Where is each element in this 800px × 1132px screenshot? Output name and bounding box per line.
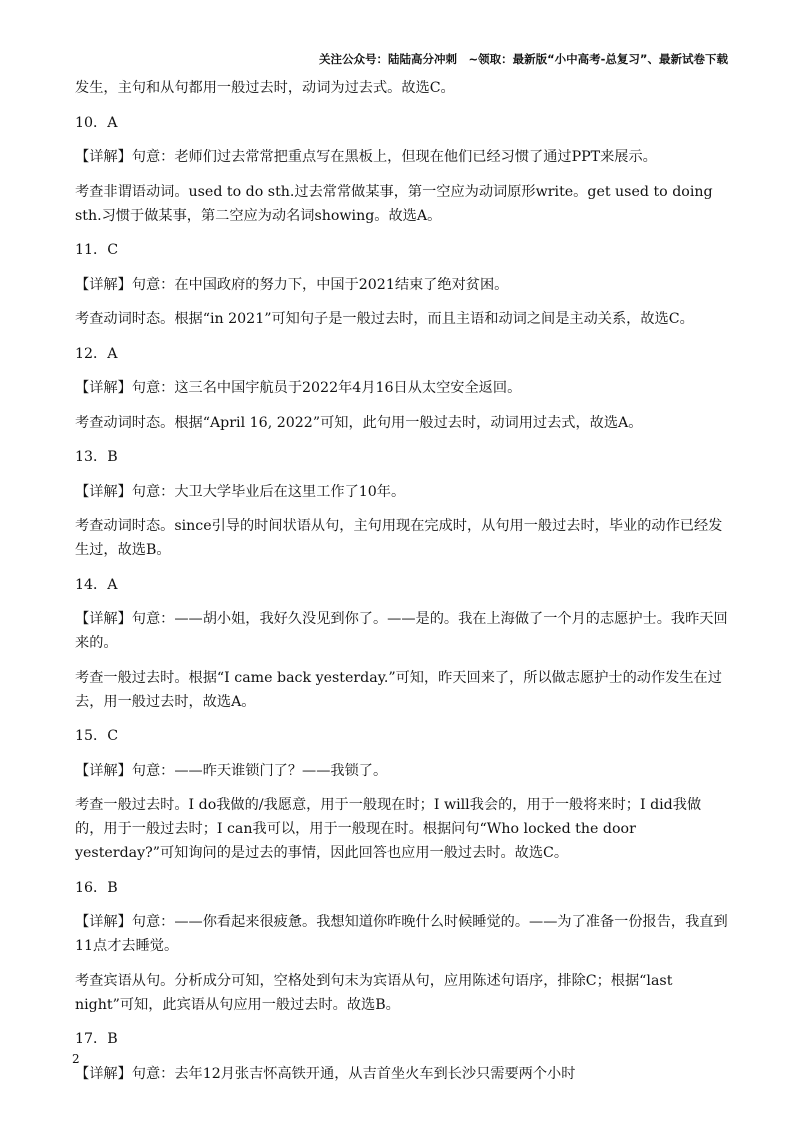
text-line: 【详解】句意：去年12月张吉怀高铁开通，从吉首坐火车到长沙只需要两个小时 [75,1065,576,1082]
text-line: 【详解】句意：这三名中国宇航员于2022年4月16日从太空安全返回。 [75,380,522,396]
text-line: 【详解】句意：老师们过去常常把重点写在黑板上，但现在他们已经习惯了通过PPT来展示。 [75,149,657,165]
question-number: 11．C [75,242,119,258]
page-number: 2 [72,1052,80,1066]
question-number: 13．B [75,449,118,465]
text-line: 【详解】句意：大卫大学毕业后在这里工作了10年。 [75,483,406,500]
text-line: 考查动词时态。根据“in 2021”可知句子是一般过去时，而且主语和动词之间是主动关系，故选C。 [75,311,694,327]
question-number: 10．A [75,114,118,131]
text-line: 【详解】句意：——胡小姐，我好久没见到你了。——是的。我在上海做了一个月的志愿护士。我昨天回来的。 [75,611,728,651]
text-line: 考查一般过去时。I do我做的/我愿意，用于一般现在时；I will我会的，用于一般将来时；I did我做的，用于一般过去时；I can我可以，用于一般现在时。根据问句“Who locked the door yesterday?”可知询问的是过去的事情，因此回答也应用一般过去时。故选C。 [75,797,702,861]
text-line: 考查非谓语动词。used to do sth.过去常常做某事，第一空应为动词原形write。get used to doing sth.习惯于做某事，第二空应为动名词showing。故选A。 [75,183,713,224]
text-line: 考查宾语从句。分析成分可知，空格处到句末为宾语从句，应用陈述句语序，排除C；根据“last night”可知，此宾语从句应用一般过去时。故选B。 [75,972,673,1013]
text-line: 【详解】句意：——你看起来很疲惫。我想知道你昨晚什么时候睡觉的。——为了准备一份报告，我直到11点才去睡觉。 [75,914,728,954]
text-line: 【详解】句意：在中国政府的努力下，中国于2021结束了绝对贫困。 [75,276,509,293]
question-number: 16．B [75,879,118,896]
question-number: 15．C [75,728,119,744]
text-line: 考查一般过去时。根据“I came back yesterday.”可知，昨天回来了，所以做志愿护士的动作发生在过去，用一般过去时，故选A。 [75,669,722,710]
question-number: 17．B [75,1031,118,1047]
document-body [75,76,729,1096]
text-line: 考查动词时态。since引导的时间状语从句，主句用现在完成时，从句用一般过去时，毕业的动作已经发生过，故选B。 [75,518,723,558]
question-number: 12．A [75,345,118,362]
text-line: 【详解】句意：——昨天谁锁门了？——我锁了。 [75,762,388,779]
text-line: 考查动词时态。根据“April 16, 2022”可知，此句用一般过去时，动词用过去式，故选A。 [75,414,643,431]
page-header: 关注公众号：陆陆高分冲刺 ~领取：最新版“小中高考-总复习”、最新试卷下载 [318,52,728,66]
question-number: 14．A [75,576,118,593]
text-line: 发生，主句和从句都用一般过去时，动词为过去式。故选C。 [75,80,455,96]
